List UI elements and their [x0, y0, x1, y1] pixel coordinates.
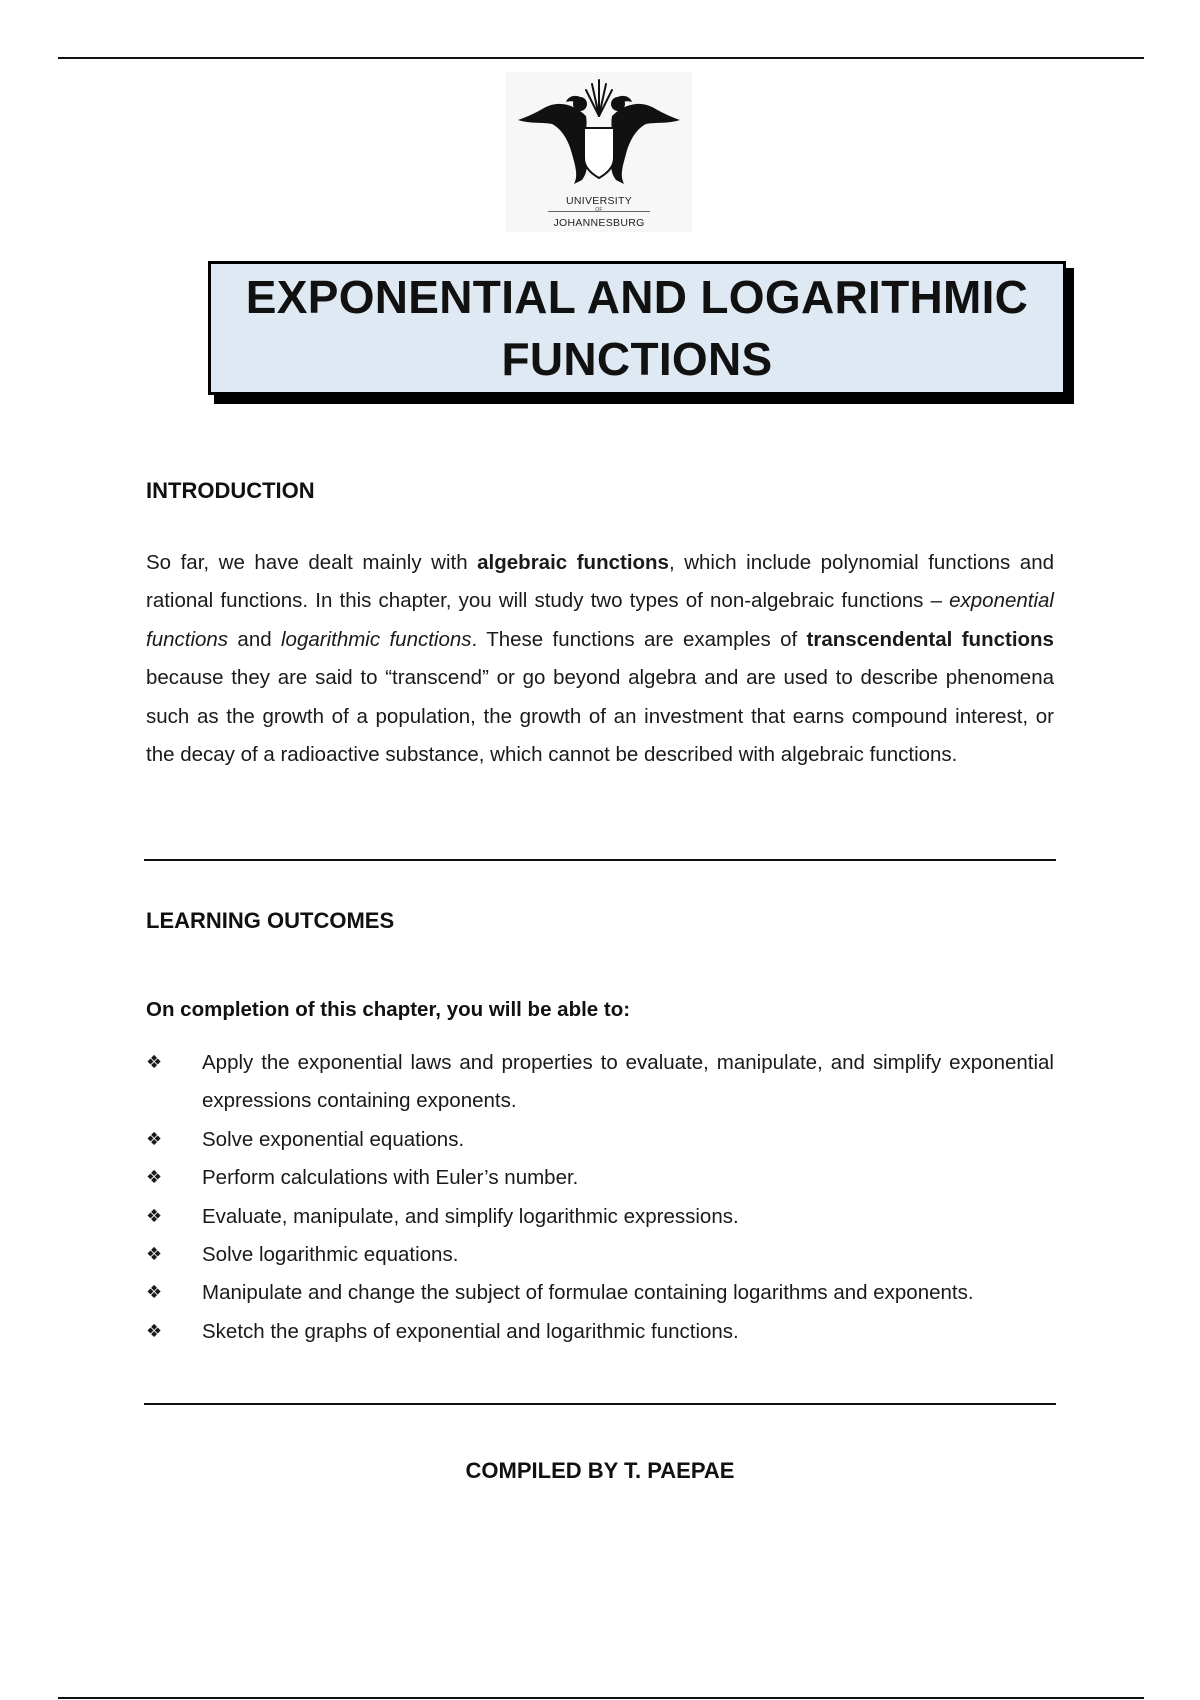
logo-johannesburg-text: JOHANNESBURG	[553, 217, 645, 229]
learning-outcomes-heading: LEARNING OUTCOMES	[146, 908, 395, 933]
intro-text-3: and	[228, 627, 281, 651]
intro-italic-logarithmic: logarithmic functions	[281, 627, 472, 651]
list-item	[146, 1274, 1054, 1312]
intro-text-5: because they are said to “transcend” or go beyond algebra and are used to describe phenomena such as the growth of a population, the growth of an investment that earns compound interest, or the decay of a radioactive substance, which cannot be described with algebraic functions.	[146, 666, 1054, 767]
outcome-text: Solve exponential equations.	[202, 1127, 465, 1151]
list-item	[146, 1198, 1054, 1236]
intro-italic-exponential: exponential functions	[146, 589, 1054, 651]
outcome-text: Solve logarithmic equations.	[202, 1243, 459, 1267]
intro-bold-algebraic: algebraic functions	[477, 551, 669, 574]
section-divider	[144, 859, 1056, 861]
diamond-bullet-icon: ❖	[146, 1167, 163, 1189]
outcomes-lead-text: On completion of this chapter, you will be able to:	[146, 998, 631, 1021]
diamond-bullet-icon: ❖	[146, 1244, 163, 1266]
intro-bold-transcendental: transcendental functions	[806, 627, 1054, 651]
outcome-text: Sketch the graphs of exponential and logarithmic functions.	[202, 1319, 739, 1343]
diamond-bullet-icon: ❖	[146, 1052, 163, 1073]
outcome-text: Perform calculations with Euler’s number.	[202, 1166, 579, 1190]
logo-university-text: UNIVERSITY	[565, 195, 632, 207]
bottom-divider	[58, 1697, 1144, 1699]
intro-text-2: , which include polynomial functions and rational functions. In this chapter, you will study two types of non-algebraic functions –	[146, 551, 1054, 613]
introduction-heading: INTRODUCTION	[146, 478, 315, 503]
compiled-by-credit: COMPILED BY T. PAEPAE	[465, 1458, 735, 1483]
intro-text-4: . These functions are examples of	[471, 627, 807, 651]
diamond-bullet-icon: ❖	[146, 1282, 163, 1304]
twin-birds-emblem-icon	[516, 76, 682, 194]
title-box	[208, 261, 1066, 395]
section-divider	[144, 1403, 1056, 1405]
outcome-text: Apply the exponential laws and properties to evaluate, manipulate, and simplify exponential expressions containing exponents.	[202, 1051, 1054, 1113]
outcome-text: Evaluate, manipulate, and simplify logarithmic expressions.	[202, 1204, 739, 1228]
list-item	[146, 1236, 1054, 1274]
outcome-text: Manipulate and change the subject of formulae containing logarithms and exponents.	[202, 1281, 974, 1305]
diamond-bullet-icon: ❖	[146, 1128, 163, 1150]
diamond-bullet-icon: ❖	[146, 1205, 163, 1227]
university-logo	[506, 72, 692, 232]
outcomes-list	[146, 1044, 1054, 1351]
list-item	[146, 1121, 1054, 1159]
intro-text-1: So far, we have dealt mainly with	[146, 551, 478, 574]
list-item	[146, 1159, 1054, 1197]
list-item	[146, 1044, 1054, 1121]
diamond-bullet-icon: ❖	[146, 1320, 163, 1342]
logo-of-text: OF	[595, 207, 603, 213]
list-item	[146, 1313, 1054, 1351]
introduction-paragraph	[146, 544, 1054, 774]
top-divider	[58, 57, 1144, 59]
page-title: EXPONENTIAL AND LOGARITHMIC FUNCTIONS	[245, 271, 1029, 385]
